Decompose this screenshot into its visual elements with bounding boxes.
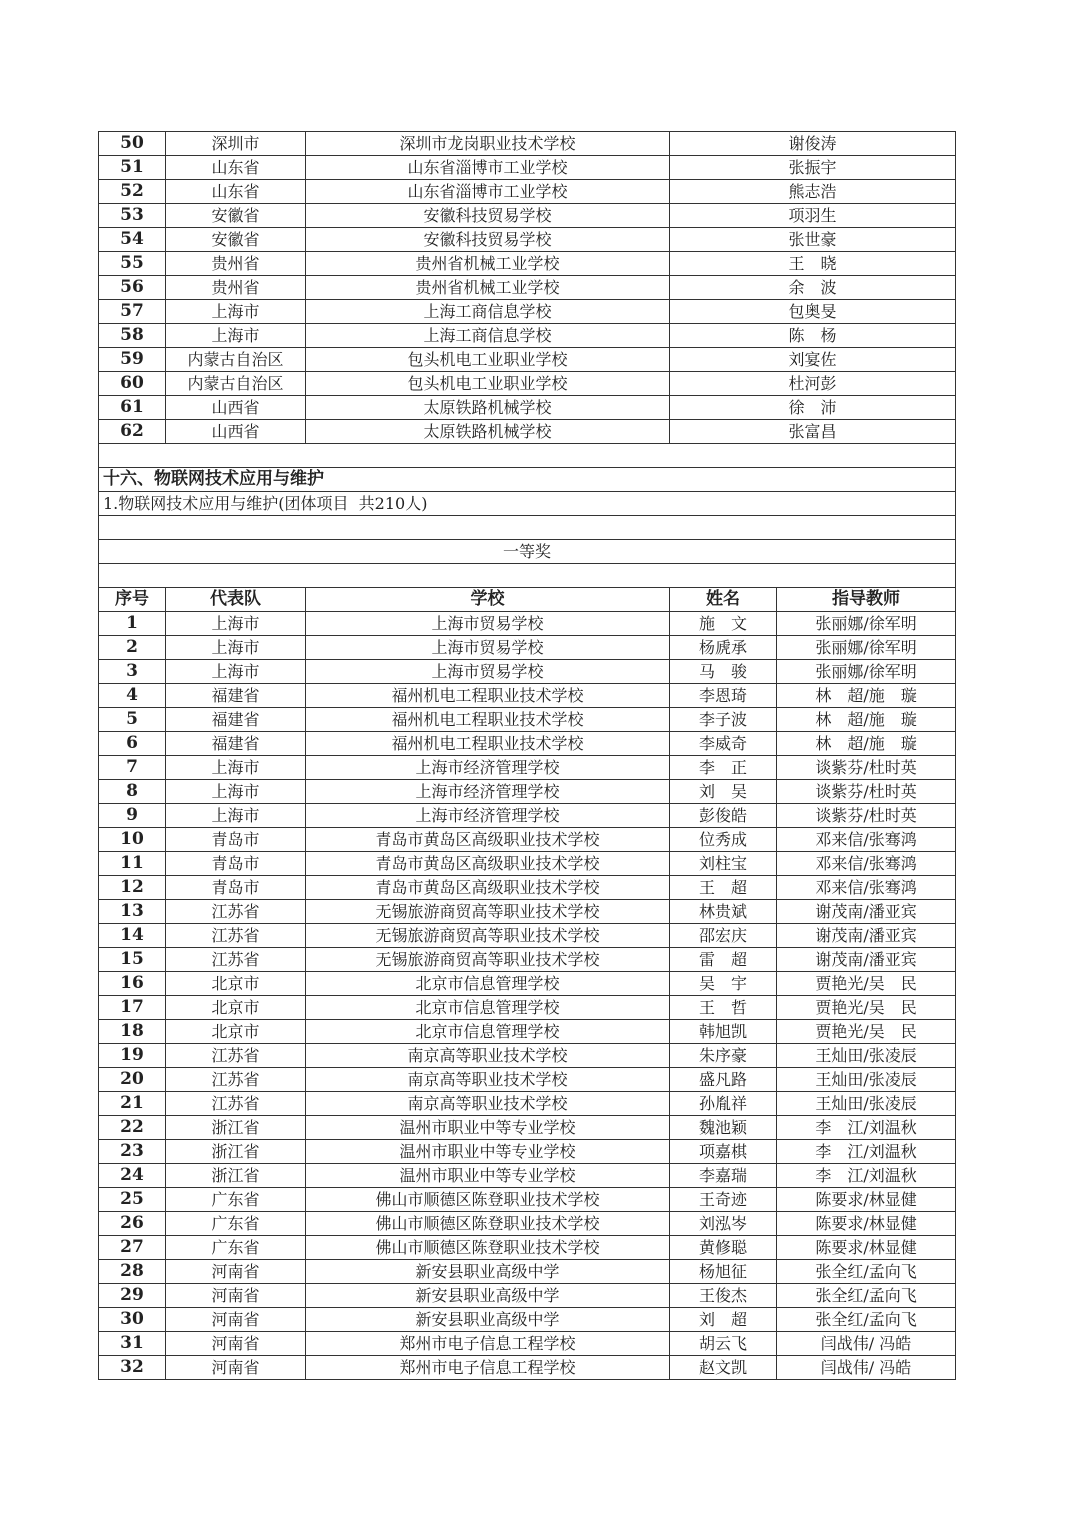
seq-cell: 53: [99, 204, 166, 228]
name-cell: 徐 沛: [670, 396, 956, 420]
seq-cell: 3: [99, 660, 166, 684]
seq-cell: 5: [99, 708, 166, 732]
seq-cell: 51: [99, 156, 166, 180]
team-cell: 内蒙古自治区: [166, 348, 306, 372]
school-cell: 包头机电工业职业学校: [306, 348, 670, 372]
teacher-cell: 陈要求/林显健: [777, 1188, 956, 1212]
table-row: [99, 420, 956, 444]
team-cell: 贵州省: [166, 252, 306, 276]
table-row: [99, 972, 956, 996]
seq-cell: 31: [99, 1332, 166, 1356]
table-row: [99, 756, 956, 780]
school-cell: 福州机电工程职业技术学校: [306, 708, 670, 732]
name-cell: 位秀成: [670, 828, 777, 852]
teacher-cell: 陈要求/林显健: [777, 1236, 956, 1260]
seq-cell: 21: [99, 1092, 166, 1116]
name-cell: 邵宏庆: [670, 924, 777, 948]
name-cell: 王 超: [670, 876, 777, 900]
name-cell: 林贵斌: [670, 900, 777, 924]
table-row: [99, 828, 956, 852]
name-cell: 刘柱宝: [670, 852, 777, 876]
seq-cell: 23: [99, 1140, 166, 1164]
seq-cell: 32: [99, 1356, 166, 1380]
teacher-cell: 谢茂南/潘亚宾: [777, 948, 956, 972]
table-row: [99, 1140, 956, 1164]
seq-cell: 6: [99, 732, 166, 756]
teacher-cell: 谈紫芬/杜时英: [777, 780, 956, 804]
team-cell: 江苏省: [166, 1068, 306, 1092]
school-cell: 福州机电工程职业技术学校: [306, 684, 670, 708]
table-row: [99, 1284, 956, 1308]
seq-cell: 58: [99, 324, 166, 348]
team-cell: 浙江省: [166, 1116, 306, 1140]
school-cell: 安徽科技贸易学校: [306, 228, 670, 252]
team-cell: 贵州省: [166, 276, 306, 300]
team-cell: 江苏省: [166, 900, 306, 924]
spacer-row: [99, 516, 956, 540]
seq-cell: 29: [99, 1284, 166, 1308]
seq-cell: 2: [99, 636, 166, 660]
seq-cell: 55: [99, 252, 166, 276]
name-cell: 包奥旻: [670, 300, 956, 324]
school-cell: 太原铁路机械学校: [306, 396, 670, 420]
seq-cell: 25: [99, 1188, 166, 1212]
table-row: [99, 300, 956, 324]
team-cell: 山西省: [166, 420, 306, 444]
name-cell: 张世豪: [670, 228, 956, 252]
team-cell: 上海市: [166, 636, 306, 660]
seq-cell: 50: [99, 132, 166, 156]
school-cell: 上海市贸易学校: [306, 612, 670, 636]
teacher-cell: 林 超/施 璇: [777, 708, 956, 732]
teacher-cell: 闫战伟/ 冯皓: [777, 1332, 956, 1356]
header-school: 学校: [306, 588, 670, 612]
teacher-cell: 谢茂南/潘亚宾: [777, 900, 956, 924]
team-cell: 广东省: [166, 1188, 306, 1212]
school-cell: 新安县职业高级中学: [306, 1260, 670, 1284]
school-cell: 贵州省机械工业学校: [306, 276, 670, 300]
seq-cell: 22: [99, 1116, 166, 1140]
school-cell: 南京高等职业技术学校: [306, 1044, 670, 1068]
team-cell: 北京市: [166, 972, 306, 996]
name-cell: 王俊杰: [670, 1284, 777, 1308]
name-cell: 韩旭凯: [670, 1020, 777, 1044]
table-row: [99, 180, 956, 204]
name-cell: 施 文: [670, 612, 777, 636]
team-cell: 河南省: [166, 1284, 306, 1308]
header-row: [99, 588, 956, 612]
table-row: [99, 1020, 956, 1044]
table-row: [99, 684, 956, 708]
school-cell: 上海工商信息学校: [306, 300, 670, 324]
seq-cell: 13: [99, 900, 166, 924]
school-cell: 深圳市龙岗职业技术学校: [306, 132, 670, 156]
team-cell: 广东省: [166, 1212, 306, 1236]
name-cell: 马 骏: [670, 660, 777, 684]
team-cell: 青岛市: [166, 876, 306, 900]
name-cell: 魏池颖: [670, 1116, 777, 1140]
seq-cell: 60: [99, 372, 166, 396]
table-row: [99, 708, 956, 732]
table-row: [99, 1092, 956, 1116]
team-cell: 安徽省: [166, 204, 306, 228]
team-cell: 江苏省: [166, 924, 306, 948]
team-cell: 江苏省: [166, 1044, 306, 1068]
team-cell: 广东省: [166, 1236, 306, 1260]
school-cell: 山东省淄博市工业学校: [306, 180, 670, 204]
teacher-cell: 张全红/孟向飞: [777, 1284, 956, 1308]
school-cell: 上海工商信息学校: [306, 324, 670, 348]
team-cell: 福建省: [166, 732, 306, 756]
table-row: [99, 636, 956, 660]
team-cell: 北京市: [166, 996, 306, 1020]
table-row: [99, 348, 956, 372]
section-subtitle-row: [99, 492, 956, 516]
school-cell: 上海市贸易学校: [306, 636, 670, 660]
school-cell: 新安县职业高级中学: [306, 1284, 670, 1308]
table-row: [99, 396, 956, 420]
school-cell: 佛山市顺德区陈登职业技术学校: [306, 1212, 670, 1236]
table-row: [99, 900, 956, 924]
teacher-cell: 邓来信/张骞鸿: [777, 852, 956, 876]
school-cell: 包头机电工业职业学校: [306, 372, 670, 396]
teacher-cell: 张全红/孟向飞: [777, 1308, 956, 1332]
school-cell: 温州市职业中等专业学校: [306, 1164, 670, 1188]
teacher-cell: 贾艳光/吴 民: [777, 996, 956, 1020]
name-cell: 朱序豪: [670, 1044, 777, 1068]
team-cell: 山东省: [166, 156, 306, 180]
seq-cell: 12: [99, 876, 166, 900]
teacher-cell: 王灿田/张凌辰: [777, 1044, 956, 1068]
name-cell: 张富昌: [670, 420, 956, 444]
seq-cell: 9: [99, 804, 166, 828]
school-cell: 太原铁路机械学校: [306, 420, 670, 444]
teacher-cell: 张丽娜/徐军明: [777, 636, 956, 660]
name-cell: 熊志浩: [670, 180, 956, 204]
school-cell: 福州机电工程职业技术学校: [306, 732, 670, 756]
seq-cell: 10: [99, 828, 166, 852]
table-row: [99, 1332, 956, 1356]
team-cell: 江苏省: [166, 948, 306, 972]
team-cell: 福建省: [166, 708, 306, 732]
name-cell: 刘泓岑: [670, 1212, 777, 1236]
name-cell: 张振宇: [670, 156, 956, 180]
team-cell: 江苏省: [166, 1092, 306, 1116]
seq-cell: 56: [99, 276, 166, 300]
team-cell: 深圳市: [166, 132, 306, 156]
teacher-cell: 李 江/刘温秋: [777, 1116, 956, 1140]
teacher-cell: 谢茂南/潘亚宾: [777, 924, 956, 948]
section-title: 十六、物联网技术应用与维护: [99, 468, 956, 492]
table-row: [99, 1116, 956, 1140]
table-row: [99, 876, 956, 900]
school-cell: 温州市职业中等专业学校: [306, 1116, 670, 1140]
school-cell: 无锡旅游商贸高等职业技术学校: [306, 900, 670, 924]
name-cell: 王 哲: [670, 996, 777, 1020]
seq-cell: 52: [99, 180, 166, 204]
table-row: [99, 252, 956, 276]
team-cell: 北京市: [166, 1020, 306, 1044]
teacher-cell: 林 超/施 璇: [777, 684, 956, 708]
name-cell: 项羽生: [670, 204, 956, 228]
seq-cell: 1: [99, 612, 166, 636]
table-row: [99, 780, 956, 804]
name-cell: 王奇迹: [670, 1188, 777, 1212]
name-cell: 余 波: [670, 276, 956, 300]
school-cell: 北京市信息管理学校: [306, 996, 670, 1020]
name-cell: 黄修聪: [670, 1236, 777, 1260]
team-cell: 安徽省: [166, 228, 306, 252]
teacher-cell: 贾艳光/吴 民: [777, 1020, 956, 1044]
table-row: [99, 924, 956, 948]
team-cell: 上海市: [166, 780, 306, 804]
seq-cell: 27: [99, 1236, 166, 1260]
team-cell: 福建省: [166, 684, 306, 708]
teacher-cell: 谈紫芬/杜时英: [777, 804, 956, 828]
name-cell: 陈 杨: [670, 324, 956, 348]
award-level: 一等奖: [99, 540, 956, 564]
team-cell: 上海市: [166, 660, 306, 684]
name-cell: 吴 宇: [670, 972, 777, 996]
section-subtitle: 1.物联网技术应用与维护(团体项目 共210人): [99, 492, 956, 516]
school-cell: 上海市经济管理学校: [306, 756, 670, 780]
table-row: [99, 948, 956, 972]
name-cell: 项嘉棋: [670, 1140, 777, 1164]
teacher-cell: 闫战伟/ 冯皓: [777, 1356, 956, 1380]
school-cell: 青岛市黄岛区高级职业技术学校: [306, 852, 670, 876]
teacher-cell: 陈要求/林显健: [777, 1212, 956, 1236]
table-row: [99, 660, 956, 684]
team-cell: 浙江省: [166, 1164, 306, 1188]
table-row: [99, 1308, 956, 1332]
teacher-cell: 张丽娜/徐军明: [777, 612, 956, 636]
name-cell: 杜河彭: [670, 372, 956, 396]
table-row: [99, 132, 956, 156]
table-row: [99, 1164, 956, 1188]
name-cell: 王 晓: [670, 252, 956, 276]
seq-cell: 18: [99, 1020, 166, 1044]
seq-cell: 28: [99, 1260, 166, 1284]
seq-cell: 19: [99, 1044, 166, 1068]
team-cell: 青岛市: [166, 828, 306, 852]
team-cell: 山西省: [166, 396, 306, 420]
team-cell: 上海市: [166, 612, 306, 636]
seq-cell: 15: [99, 948, 166, 972]
iot-results-table: [98, 443, 956, 1380]
teacher-cell: 邓来信/张骞鸿: [777, 876, 956, 900]
header-team: 代表队: [166, 588, 306, 612]
header-name: 姓名: [670, 588, 777, 612]
team-cell: 河南省: [166, 1260, 306, 1284]
seq-cell: 17: [99, 996, 166, 1020]
teacher-cell: 李 江/刘温秋: [777, 1140, 956, 1164]
school-cell: 上海市贸易学校: [306, 660, 670, 684]
table-row: [99, 1356, 956, 1380]
seq-cell: 26: [99, 1212, 166, 1236]
table-row: [99, 612, 956, 636]
previous-results-table: [98, 131, 956, 444]
name-cell: 雷 超: [670, 948, 777, 972]
name-cell: 李 正: [670, 756, 777, 780]
award-row: [99, 540, 956, 564]
seq-cell: 62: [99, 420, 166, 444]
school-cell: 佛山市顺德区陈登职业技术学校: [306, 1236, 670, 1260]
table-row: [99, 228, 956, 252]
name-cell: 刘宴佐: [670, 348, 956, 372]
seq-cell: 16: [99, 972, 166, 996]
school-cell: 南京高等职业技术学校: [306, 1068, 670, 1092]
school-cell: 南京高等职业技术学校: [306, 1092, 670, 1116]
seq-cell: 11: [99, 852, 166, 876]
spacer-row: [99, 564, 956, 588]
table-row: [99, 204, 956, 228]
table-row: [99, 1212, 956, 1236]
teacher-cell: 李 江/刘温秋: [777, 1164, 956, 1188]
school-cell: 郑州市电子信息工程学校: [306, 1332, 670, 1356]
name-cell: 李威奇: [670, 732, 777, 756]
name-cell: 杨虒承: [670, 636, 777, 660]
table-row: [99, 276, 956, 300]
header-teacher: 指导教师: [777, 588, 956, 612]
seq-cell: 59: [99, 348, 166, 372]
seq-cell: 24: [99, 1164, 166, 1188]
school-cell: 郑州市电子信息工程学校: [306, 1356, 670, 1380]
teacher-cell: 王灿田/张凌辰: [777, 1092, 956, 1116]
team-cell: 浙江省: [166, 1140, 306, 1164]
school-cell: 无锡旅游商贸高等职业技术学校: [306, 924, 670, 948]
team-cell: 上海市: [166, 756, 306, 780]
name-cell: 李恩琦: [670, 684, 777, 708]
seq-cell: 7: [99, 756, 166, 780]
school-cell: 上海市经济管理学校: [306, 780, 670, 804]
team-cell: 上海市: [166, 300, 306, 324]
table-row: [99, 732, 956, 756]
table-row: [99, 1236, 956, 1260]
school-cell: 佛山市顺德区陈登职业技术学校: [306, 1188, 670, 1212]
team-cell: 河南省: [166, 1332, 306, 1356]
teacher-cell: 林 超/施 璇: [777, 732, 956, 756]
team-cell: 河南省: [166, 1308, 306, 1332]
seq-cell: 20: [99, 1068, 166, 1092]
spacer-row: [99, 444, 956, 468]
seq-cell: 30: [99, 1308, 166, 1332]
school-cell: 新安县职业高级中学: [306, 1308, 670, 1332]
team-cell: 青岛市: [166, 852, 306, 876]
teacher-cell: 张丽娜/徐军明: [777, 660, 956, 684]
school-cell: 贵州省机械工业学校: [306, 252, 670, 276]
name-cell: 李嘉瑞: [670, 1164, 777, 1188]
name-cell: 胡云飞: [670, 1332, 777, 1356]
table-row: [99, 996, 956, 1020]
teacher-cell: 张全红/孟向飞: [777, 1260, 956, 1284]
table-row: [99, 324, 956, 348]
school-cell: 北京市信息管理学校: [306, 1020, 670, 1044]
table-row: [99, 1068, 956, 1092]
table-row: [99, 156, 956, 180]
seq-cell: 54: [99, 228, 166, 252]
school-cell: 温州市职业中等专业学校: [306, 1140, 670, 1164]
school-cell: 青岛市黄岛区高级职业技术学校: [306, 876, 670, 900]
section-title-row: [99, 468, 956, 492]
team-cell: 河南省: [166, 1356, 306, 1380]
table-row: [99, 852, 956, 876]
school-cell: 北京市信息管理学校: [306, 972, 670, 996]
table-row: [99, 1188, 956, 1212]
header-seq: 序号: [99, 588, 166, 612]
table-row: [99, 372, 956, 396]
name-cell: 赵文凯: [670, 1356, 777, 1380]
name-cell: 彭俊皓: [670, 804, 777, 828]
school-cell: 山东省淄博市工业学校: [306, 156, 670, 180]
name-cell: 盛凡路: [670, 1068, 777, 1092]
school-cell: 青岛市黄岛区高级职业技术学校: [306, 828, 670, 852]
name-cell: 孙胤祥: [670, 1092, 777, 1116]
name-cell: 杨旭征: [670, 1260, 777, 1284]
teacher-cell: 贾艳光/吴 民: [777, 972, 956, 996]
table-row: [99, 804, 956, 828]
seq-cell: 61: [99, 396, 166, 420]
team-cell: 山东省: [166, 180, 306, 204]
seq-cell: 14: [99, 924, 166, 948]
seq-cell: 57: [99, 300, 166, 324]
name-cell: 谢俊涛: [670, 132, 956, 156]
seq-cell: 4: [99, 684, 166, 708]
table-row: [99, 1260, 956, 1284]
table-row: [99, 1044, 956, 1068]
name-cell: 李子波: [670, 708, 777, 732]
school-cell: 安徽科技贸易学校: [306, 204, 670, 228]
team-cell: 内蒙古自治区: [166, 372, 306, 396]
school-cell: 无锡旅游商贸高等职业技术学校: [306, 948, 670, 972]
team-cell: 上海市: [166, 804, 306, 828]
teacher-cell: 谈紫芬/杜时英: [777, 756, 956, 780]
name-cell: 刘 超: [670, 1308, 777, 1332]
seq-cell: 8: [99, 780, 166, 804]
school-cell: 上海市经济管理学校: [306, 804, 670, 828]
name-cell: 刘 吴: [670, 780, 777, 804]
teacher-cell: 王灿田/张凌辰: [777, 1068, 956, 1092]
team-cell: 上海市: [166, 324, 306, 348]
teacher-cell: 邓来信/张骞鸿: [777, 828, 956, 852]
